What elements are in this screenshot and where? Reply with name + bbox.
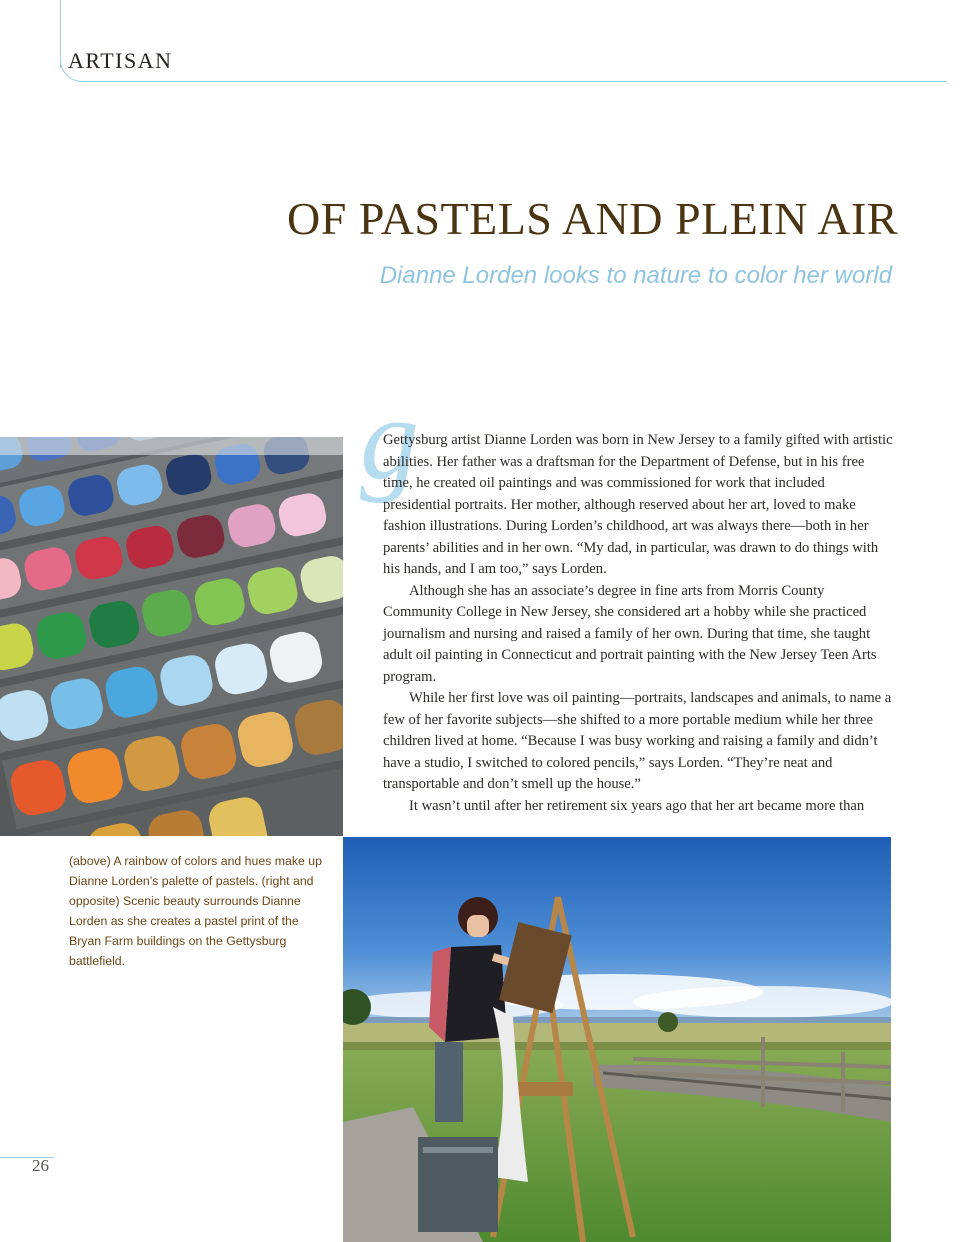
plein-air-photo	[343, 837, 891, 1242]
article-title: OF PASTELS AND PLEIN AIR	[287, 193, 898, 244]
section-label: ARTISAN	[68, 48, 173, 73]
article-subtitle: Dianne Lorden looks to nature to color her world	[379, 262, 892, 289]
paragraph-2: Although she has an associate’s degree in fine arts from Morris County Community College in New Jersey, she considered art a hobby while she practiced journalism and nursing and raised a family of her own. During that time, she taught adult oil painting in Connecticut and portrait painting with the New Jersey Teen Arts program.	[383, 582, 877, 685]
page-number: 26	[32, 1156, 49, 1175]
paragraph-1: Gettysburg artist Dianne Lorden was born in New Jersey to a family gifted with artistic abilities. Her father was a draftsman for the Department of Defense, but in his free time, he created oil paintings and was commissioned for work that included presidential portraits. Her mother, although reserved about her art, loved to make fashion illustrations. During Lorden’s childhood, art was always there—both in her parents’ abilities and in her own. “My dad, in particular, was drawn to do things with his hands, and I am too,” says Lorden.	[383, 432, 893, 577]
paragraph-3: While her first love was oil painting—portraits, landscapes and animals, to name a few of her favorite subjects—she shifted to a more portable medium while her three children lived at home. “Because I was busy working and raising a family and didn’t have a studio, I switched to colored pencils,” says Lorden. “They’re neat and transportable and don’t smell up the house.”	[383, 690, 892, 792]
photo-caption: (above) A rainbow of colors and hues make up Dianne Lorden’s palette of pastels. (right and opposite) Scenic beauty surrounds Dianne Lorden as she creates a pastel print of the Bryan Farm buildings on the Gettysburg battlefield.	[69, 854, 322, 968]
article-body	[383, 430, 893, 817]
pastels-photo	[0, 437, 343, 836]
paragraph-4: It wasn’t until after her retirement six years ago that her art became more than	[409, 797, 865, 814]
drop-cap: g	[360, 373, 419, 504]
header-rule-horizontal	[80, 81, 947, 82]
